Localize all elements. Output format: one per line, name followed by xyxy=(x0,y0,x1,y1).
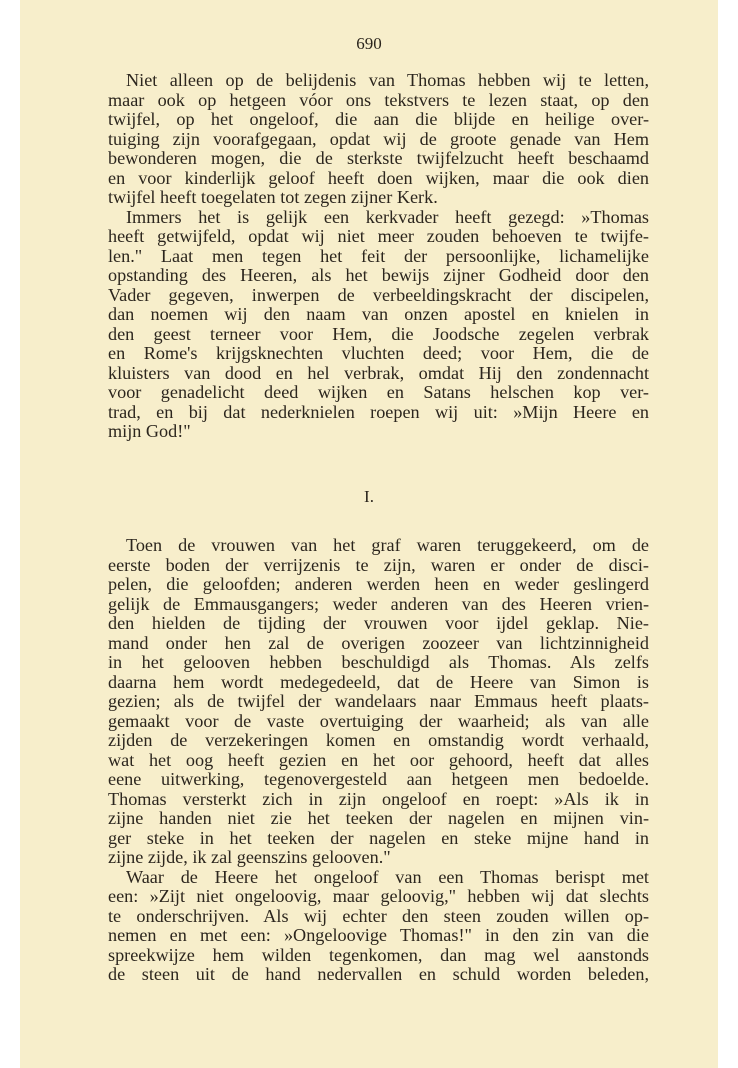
text-line: nemen en met een: »Ongeloovige Thomas!" in den zin van die xyxy=(108,925,649,945)
text-line: mand onder hen zal de overigen zoozeer van lichtzinnigheid xyxy=(108,632,649,653)
paragraph-4 xyxy=(108,868,649,985)
text-line: bewonderen mogen, die de sterkste twijfelzucht heeft beschaamd xyxy=(108,148,649,168)
text-line: Thomas versterkt zich in zijn ongeloof en roept: »Als ik in xyxy=(108,788,649,809)
text-line: den hielden de tijding der vrouwen voor ijdel geklap. Nie- xyxy=(108,613,649,633)
text-line: den geest terneer voor Hem, die Joodsche zegelen verbrak xyxy=(108,323,649,344)
text-line: mijn God!" xyxy=(108,421,191,441)
text-line: eerste boden der verrijzenis te zijn, waren er onder de disci- xyxy=(108,554,649,575)
text-line: twijfel heeft toegelaten tot zegen zijner Kerk. xyxy=(108,187,438,207)
text-line: Vader gegeven, inwerpen de verbeeldingskracht der discipelen, xyxy=(108,284,649,305)
book-page xyxy=(20,0,718,1068)
text-line: en voor kinderlijk geloof heeft doen wijken, maar die ook dien xyxy=(108,167,649,188)
text-line: te onderschrijven. Als wij echter den steen zouden willen op- xyxy=(108,905,649,926)
text-line: heeft getwijfeld, opdat wij niet meer zouden behoeven te twijfe- xyxy=(108,226,649,246)
text-line: voor genadelicht deed wijken en Satans helschen kop ver- xyxy=(108,382,649,402)
text-line: len." Laat men tegen het feit der persoonlijke, lichamelijke xyxy=(108,245,649,266)
page-number: 690 xyxy=(356,34,382,53)
text-line: zijden de verzekeringen komen en omstandig wordt verhaald, xyxy=(108,730,649,750)
text-line: gelijk de Emmausgangers; weder anderen van des Heeren vrien- xyxy=(108,593,649,614)
text-line: Niet alleen op de belijdenis van Thomas hebben wij te letten, xyxy=(126,70,649,90)
text-line: twijfel, op het ongeloof, die aan die blijde en heilige over- xyxy=(108,109,649,129)
text-line: eene uitwerking, tegenovergesteld aan hetgeen men bedoelde. xyxy=(108,769,649,789)
section-heading: I. xyxy=(364,487,374,506)
paragraph-2 xyxy=(108,208,649,442)
text-line: een: »Zijt niet ongeloovig, maar geloovig," hebben wij dat slechts xyxy=(108,886,649,906)
text-line: en Rome's krijgsknechten vluchten deed; voor Hem, die de xyxy=(108,343,649,363)
text-line: wat het oog heeft gezien en het oor gehoord, heeft dat alles xyxy=(108,749,649,770)
text-line: dan noemen wij den naam van onzen apostel en knielen in xyxy=(108,304,649,324)
text-line: Waar de Heere het ongeloof van een Thomas berispt met xyxy=(126,866,649,887)
text-line: Immers het is gelijk een kerkvader heeft gezegd: »Thomas xyxy=(126,206,649,227)
text-line: trad, en bij dat nederknielen roepen wij uit: »Mijn Heere en xyxy=(108,401,649,422)
text-line: spreekwijze hem wilden tegenkomen, dan mag wel aanstonds xyxy=(108,944,649,965)
text-line: maar ook op hetgeen vóor ons tekstvers te lezen staat, op den xyxy=(108,89,649,110)
text-line: gemaakt voor de vaste overtuiging der waarheid; als van alle xyxy=(108,710,649,731)
text-line: in het gelooven hebben beschuldigd als Thomas. Als zelfs xyxy=(108,652,649,672)
paragraph-3 xyxy=(108,536,649,868)
text-line: gezien; als de twijfel der wandelaars naar Emmaus heeft plaats- xyxy=(108,691,649,711)
text-line: kluisters van dood en hel verbrak, omdat Hij den zondennacht xyxy=(108,362,649,383)
text-line: tuiging zijn voorafgegaan, opdat wij de groote genade van Hem xyxy=(108,128,649,149)
text-line: daarna hem wordt medegedeeld, dat de Heere van Simon is xyxy=(108,671,649,692)
text-line: pelen, die geloofden; anderen werden heen en weder geslingerd xyxy=(108,574,649,594)
text-line: ger steke in het teeken der nagelen en steke mijne hand in xyxy=(108,827,649,848)
text-line: de steen uit de hand nedervallen en schuld worden beleden, xyxy=(108,964,649,984)
paragraph-1 xyxy=(108,71,649,208)
text-line: zijne handen niet zie het teeken der nagelen en mijnen vin- xyxy=(108,808,649,828)
text-line: Toen de vrouwen van het graf waren teruggekeerd, om de xyxy=(126,535,649,555)
text-line: zijne zijde, ik zal geenszins gelooven." xyxy=(108,847,391,867)
text-line: opstanding des Heeren, als het bewijs zijner Godheid door den xyxy=(108,265,649,285)
